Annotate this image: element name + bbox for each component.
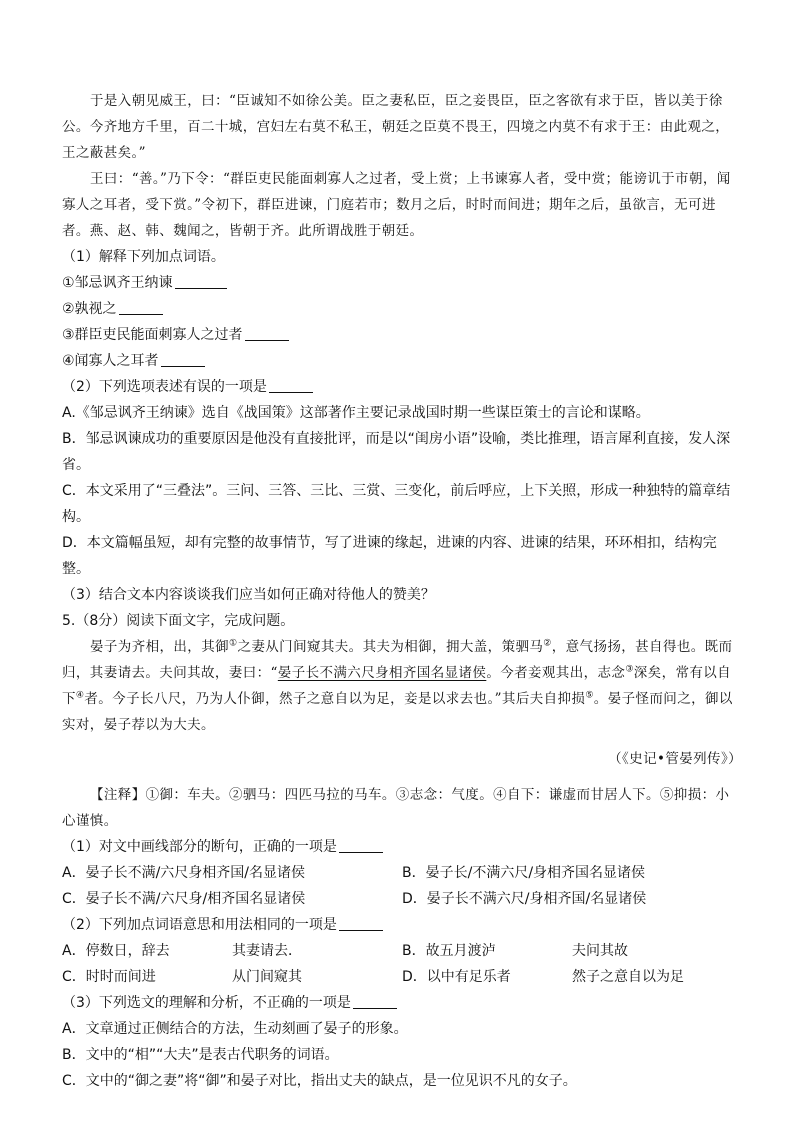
q5-sub1-stem: （1）对文中画线部分的断句，正确的一项是 xyxy=(62,834,742,860)
q1-stem: （1）解释下列加点词语。 xyxy=(62,249,225,265)
q3-stem: （3）结合文本内容谈谈我们应当如何正确对待他人的赞美？ xyxy=(62,587,435,603)
q2-option-a: A.《邹忌讽齐王纳谏》选自《战国策》这部著作主要记录战国时期一些谋臣策士的言论和谋略。 xyxy=(62,405,650,421)
option-b: B．晏子长/不满六尺/身相齐国名显诸侯 xyxy=(402,865,646,881)
q1-item-3: ③群臣吏民能面刺寡人之过者 xyxy=(62,322,742,348)
q2-option-d: D．本文篇幅虽短，却有完整的故事情节，写了进谏的缘起，进谏的内容、进谏的结果，环环相扣，结构完整。 xyxy=(62,535,717,577)
q2-option-c: C．本文采用了“三叠法”。三问、三答、三比、三赏、三变化，前后呼应，上下关照，形成一种独特的篇章结构。 xyxy=(62,483,731,525)
source-citation: （《史记•管晏列传》） xyxy=(608,751,742,767)
q1-item-4: ④闻寡人之耳者 xyxy=(62,348,742,374)
q5-sub1-row2 xyxy=(62,886,742,912)
q1-item-2: ②孰视之 xyxy=(62,296,742,322)
q5-sub2-row1: A．停数日，辞去 其妻请去． B．故五月渡泸 夫问其故 xyxy=(62,943,628,959)
passage1-para1: 于是入朝见威王，曰：“臣诚知不如徐公美。臣之妻私臣，臣之妾畏臣，臣之客欲有求于臣，皆以美于徐公。今齐地方千里，百二十城，宫妇左右莫不私王，朝廷之臣莫不畏王，四境之内莫不有求于王：由此观之，王之蔽甚矣。” xyxy=(62,93,730,161)
option-c: C．晏子长不满/六尺身/相齐国名显诸侯 xyxy=(62,891,306,907)
option-d: D．晏子长不满六尺/身相齐国/名显诸侯 xyxy=(402,891,647,907)
passage1-para2: 王曰：“善。”乃下令：“群臣吏民能面刺寡人之过者，受上赏；上书谏寡人者，受中赏；能谤讥于市朝，闻寡人之耳者，受下赏。”令初下，群臣进谏，门庭若市；数月之后，时时而间进；期年之后，虽欲言，无可进者。燕、赵、韩、魏闻之，皆朝于齐。此所谓战胜于朝廷。 xyxy=(62,171,731,239)
underlined-sentence: 晏子长不满六尺身相齐国名显诸侯 xyxy=(277,665,487,681)
q5-sub3-option-a: A．文章通过正侧结合的方法，生动刻画了晏子的形象。 xyxy=(62,1021,408,1037)
q1-item-1: ①邹忌讽齐王纳谏 xyxy=(62,270,742,296)
q5-sub2-row2: C．时时而间进 从门间窥其 D．以中有足乐者 然子之意自以为足 xyxy=(62,969,684,985)
exam-page xyxy=(62,88,742,1094)
option-a: A．晏子长不满/六尺身相齐国/名显诸侯 xyxy=(62,865,306,881)
q2-option-b: B．邹忌讽谏成功的重要原因是他没有直接批评，而是以“闺房小语”设喻，类比推理，语言犀利直接，发人深省。 xyxy=(62,431,731,473)
q5-sub3-stem: （3）下列选文的理解和分析，不正确的一项是 xyxy=(62,990,742,1016)
q5-sub1-row1 xyxy=(62,860,742,886)
answer-blank[interactable] xyxy=(245,326,289,341)
q5-heading: 5.（8分）阅读下面文字，完成问题。 xyxy=(62,613,295,629)
answer-blank[interactable] xyxy=(161,352,205,367)
answer-blank[interactable] xyxy=(339,916,383,931)
q5-sub3-option-b: B．文中的“相”“大夫”是表古代职务的词语。 xyxy=(62,1047,339,1063)
q5-passage: 晏子为齐相，出，其御①之妻从门间窥其夫。其夫为相御，拥大盖，策驷马②，意气扬扬，甚自得也。既而归，其妻请去。夫问其故，妻曰：“晏子长不满六尺身相齐国名显诸侯。今者妾观其出，志念③深矣，常有以自下④者。今子长八尺，乃为人仆御，然子之意自以为足，妾是以求去也。”其后夫自抑损⑤。晏子怪而问之，御以实对，晏子荐以为大夫。 xyxy=(62,638,733,733)
answer-blank[interactable] xyxy=(269,378,313,393)
answer-blank[interactable] xyxy=(339,838,383,853)
q5-sub2-stem: （2）下列加点词语意思和用法相同的一项是 xyxy=(62,912,742,938)
annotation-note: 【注释】①御：车夫。②驷马：四匹马拉的马车。③志念：气度。④自下：谦虚而甘居人下。⑤抑损：小心谨慎。 xyxy=(62,787,730,829)
answer-blank[interactable] xyxy=(353,994,397,1009)
answer-blank[interactable] xyxy=(119,300,163,315)
answer-blank[interactable] xyxy=(175,274,227,289)
q2-stem: （2）下列选项表述有误的一项是 xyxy=(62,374,742,400)
q5-sub3-option-c: C．文中的“御之妻”将“御”和晏子对比，指出丈夫的缺点，是一位见识不凡的女子。 xyxy=(62,1073,577,1089)
